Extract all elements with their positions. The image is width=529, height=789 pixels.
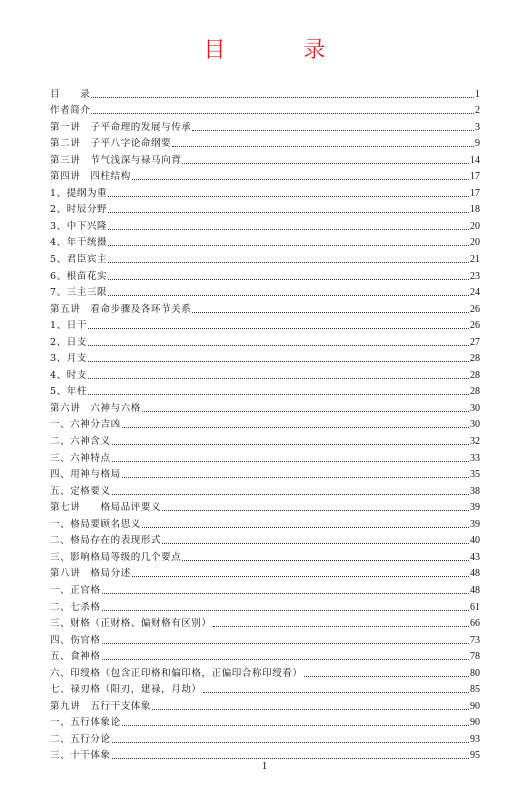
toc-entry[interactable] [50, 547, 480, 564]
toc-entry-page: 28 [470, 353, 480, 365]
toc-entry-page: 23 [470, 270, 480, 282]
toc-dot-leader [132, 179, 469, 180]
toc-dot-leader [108, 262, 469, 263]
toc-entry[interactable] [50, 481, 480, 498]
toc-dot-leader [112, 742, 469, 743]
toc-entry[interactable] [50, 365, 480, 382]
toc-entry-label: 第九讲 五行干支体象 [50, 700, 152, 712]
toc-entry[interactable] [50, 614, 480, 631]
toc-entry-page: 30 [470, 419, 480, 431]
toc-dot-leader [162, 510, 469, 511]
toc-entry-label: 一、六神分吉凶 [50, 419, 121, 431]
toc-entry-page: 80 [470, 667, 480, 679]
toc-entry-page: 3 [475, 121, 480, 133]
toc-entry-page: 90 [470, 717, 480, 729]
toc-dot-leader [192, 312, 469, 313]
toc-dot-leader [88, 361, 469, 362]
toc-entry-label: 第八讲 格局分述 [50, 568, 131, 580]
toc-entry-label: 4、时支 [50, 369, 87, 381]
toc-entry[interactable] [50, 382, 480, 399]
toc-entry-label: 四、伤官格 [50, 634, 101, 646]
toc-dot-leader [112, 461, 469, 462]
toc-dot-leader [88, 328, 469, 329]
toc-entry-page: 66 [470, 618, 480, 630]
toc-entry[interactable] [50, 415, 480, 432]
toc-entry-page: 24 [470, 287, 480, 299]
toc-entry-page: 27 [470, 336, 480, 348]
toc-entry-page: 40 [470, 535, 480, 547]
toc-entry-label: 1、提纲为重 [50, 187, 108, 199]
toc-entry-label: 五、定格要义 [50, 485, 111, 497]
toc-dot-leader [88, 378, 469, 379]
toc-entry-label: 1、日干 [50, 320, 87, 332]
toc-entry-page: 90 [470, 700, 480, 712]
toc-entry-page: 14 [470, 154, 480, 166]
toc-entry-label: 七、禄刃格（阳刃，建禄，月劫） [50, 684, 202, 696]
toc-entry-label: 三、六神特点 [50, 452, 111, 464]
toc-entry-page: 93 [470, 733, 480, 745]
toc-entry-label: 目 录 [50, 88, 91, 100]
toc-entry-page: 33 [470, 452, 480, 464]
table-of-contents [50, 84, 480, 762]
toc-dot-leader [108, 295, 469, 296]
toc-entry[interactable] [50, 134, 480, 151]
toc-dot-leader [192, 130, 474, 131]
page-title: 目 录 [203, 38, 354, 63]
toc-dot-leader [182, 163, 469, 164]
toc-entry[interactable] [50, 84, 480, 101]
toc-entry-page: 39 [470, 518, 480, 530]
toc-entry[interactable] [50, 150, 480, 167]
toc-entry-page: 26 [470, 303, 480, 315]
toc-entry-label: 二、五行分论 [50, 733, 111, 745]
toc-entry-page: 17 [470, 171, 480, 183]
toc-dot-leader [122, 725, 469, 726]
toc-dot-leader [142, 411, 469, 412]
toc-entry[interactable] [50, 531, 480, 548]
toc-dot-leader [304, 676, 469, 677]
toc-entry-label: 第三讲 节气浅深与禄马向背 [50, 154, 182, 166]
toc-dot-leader [162, 543, 469, 544]
toc-entry[interactable] [50, 299, 480, 316]
toc-entry-page: 17 [470, 187, 480, 199]
toc-dot-leader [108, 229, 469, 230]
toc-entry-label: 一、正官格 [50, 584, 101, 596]
toc-entry-label: 2、时辰分野 [50, 204, 108, 216]
page-number: 1 [261, 760, 268, 772]
toc-entry-label: 第七讲 格局品评要义 [50, 502, 162, 514]
toc-dot-leader [102, 643, 469, 644]
toc-entry[interactable] [50, 316, 480, 333]
toc-entry[interactable] [50, 663, 480, 680]
toc-entry-label: 一、格局要顾名思义 [50, 518, 141, 530]
toc-entry-page: 39 [470, 502, 480, 514]
toc-entry[interactable] [50, 183, 480, 200]
toc-entry-page: 43 [470, 551, 480, 563]
toc-entry[interactable] [50, 249, 480, 266]
toc-entry[interactable] [50, 349, 480, 366]
toc-entry-page: 28 [470, 386, 480, 398]
toc-dot-leader [102, 610, 469, 611]
toc-dot-leader [122, 427, 469, 428]
toc-entry-label: 二、六神含义 [50, 436, 111, 448]
toc-entry-label: 6、根苗花实 [50, 270, 108, 282]
toc-entry-label: 三、十干体象 [50, 750, 111, 762]
toc-dot-leader [213, 626, 469, 627]
toc-entry-label: 5、年柱 [50, 386, 87, 398]
toc-entry-page: 30 [470, 402, 480, 414]
toc-entry[interactable] [50, 580, 480, 597]
toc-entry-label: 5、君臣宾主 [50, 254, 108, 266]
toc-entry[interactable] [50, 233, 480, 250]
toc-entry[interactable] [50, 332, 480, 349]
toc-entry-page: 35 [470, 469, 480, 481]
toc-dot-leader [102, 593, 469, 594]
toc-entry-page: 32 [470, 436, 480, 448]
toc-entry-label: 二、格局存在的表现形式 [50, 535, 162, 547]
toc-entry[interactable] [50, 647, 480, 664]
toc-entry-label: 六、印绶格（包含正印格和偏印格，正偏印合称印绶看） [50, 667, 303, 679]
toc-entry-label: 四、用神与格局 [50, 469, 121, 481]
toc-entry-label: 2、日支 [50, 336, 87, 348]
toc-entry-label: 第四讲 四柱结构 [50, 171, 131, 183]
toc-entry-page: 20 [470, 220, 480, 232]
toc-entry-label: 一、五行体象论 [50, 717, 121, 729]
toc-entry-label: 4、年干统摄 [50, 237, 108, 249]
toc-entry-page: 85 [470, 684, 480, 696]
toc-entry-label: 3、月支 [50, 353, 87, 365]
toc-entry-label: 二、七杀格 [50, 601, 101, 613]
toc-dot-leader [108, 212, 469, 213]
toc-entry-page: 38 [470, 485, 480, 497]
toc-entry-page: 20 [470, 237, 480, 249]
toc-entry-page: 18 [470, 204, 480, 216]
toc-entry[interactable] [50, 729, 480, 746]
toc-dot-leader [152, 709, 469, 710]
toc-entry-page: 48 [470, 568, 480, 580]
toc-entry[interactable] [50, 266, 480, 283]
toc-entry-page: 1 [475, 88, 480, 100]
toc-dot-leader [108, 196, 469, 197]
toc-entry-page: 48 [470, 584, 480, 596]
toc-entry[interactable] [50, 696, 480, 713]
toc-entry-page: 78 [470, 651, 480, 663]
toc-entry-label: 三、财格（正财格、偏财格有区别） [50, 618, 212, 630]
toc-dot-leader [88, 394, 469, 395]
toc-entry[interactable] [50, 498, 480, 515]
toc-entry-label: 五、食神格 [50, 651, 101, 663]
toc-dot-leader [91, 113, 474, 114]
toc-entry[interactable] [50, 216, 480, 233]
toc-entry[interactable] [50, 167, 480, 184]
toc-entry-label: 第一讲 子平命理的发展与传承 [50, 121, 192, 133]
toc-entry[interactable] [50, 630, 480, 647]
toc-entry[interactable] [50, 101, 480, 118]
toc-entry-label: 三、影响格局等级的几个要点 [50, 551, 182, 563]
toc-dot-leader [108, 245, 469, 246]
toc-entry-label: 第六讲 六神与六格 [50, 402, 141, 414]
toc-entry[interactable] [50, 564, 480, 581]
toc-entry[interactable] [50, 680, 480, 697]
toc-dot-leader [108, 279, 469, 280]
toc-entry[interactable] [50, 597, 480, 614]
toc-dot-leader [112, 494, 469, 495]
toc-entry-page: 61 [470, 601, 480, 613]
toc-entry-label: 作者简介 [50, 105, 91, 117]
toc-entry[interactable] [50, 514, 480, 531]
toc-entry-page: 21 [470, 254, 480, 266]
toc-entry[interactable] [50, 117, 480, 134]
toc-entry-label: 3、中下兴隆 [50, 220, 108, 232]
toc-entry[interactable] [50, 448, 480, 465]
toc-entry-page: 9 [475, 138, 480, 150]
toc-entry-page: 95 [470, 750, 480, 762]
toc-dot-leader [102, 659, 469, 660]
toc-entry[interactable] [50, 398, 480, 415]
toc-entry-page: 28 [470, 369, 480, 381]
toc-dot-leader [122, 477, 469, 478]
toc-entry-label: 第二讲 子平八字论命纲要 [50, 138, 172, 150]
toc-entry-label: 第五讲 看命步骤及各环节关系 [50, 303, 192, 315]
toc-dot-leader [203, 692, 469, 693]
toc-entry[interactable] [50, 713, 480, 730]
toc-entry[interactable] [50, 283, 480, 300]
toc-dot-leader [88, 345, 469, 346]
toc-entry-page: 73 [470, 634, 480, 646]
toc-dot-leader [142, 527, 469, 528]
toc-dot-leader [91, 97, 474, 98]
toc-dot-leader [172, 146, 474, 147]
toc-entry[interactable] [50, 431, 480, 448]
toc-entry-label: 7、三主三限 [50, 287, 108, 299]
toc-entry-page: 2 [475, 105, 480, 117]
toc-entry[interactable] [50, 200, 480, 217]
toc-entry-page: 26 [470, 320, 480, 332]
toc-entry[interactable] [50, 465, 480, 482]
toc-dot-leader [112, 444, 469, 445]
toc-dot-leader [182, 560, 469, 561]
toc-dot-leader [132, 576, 469, 577]
